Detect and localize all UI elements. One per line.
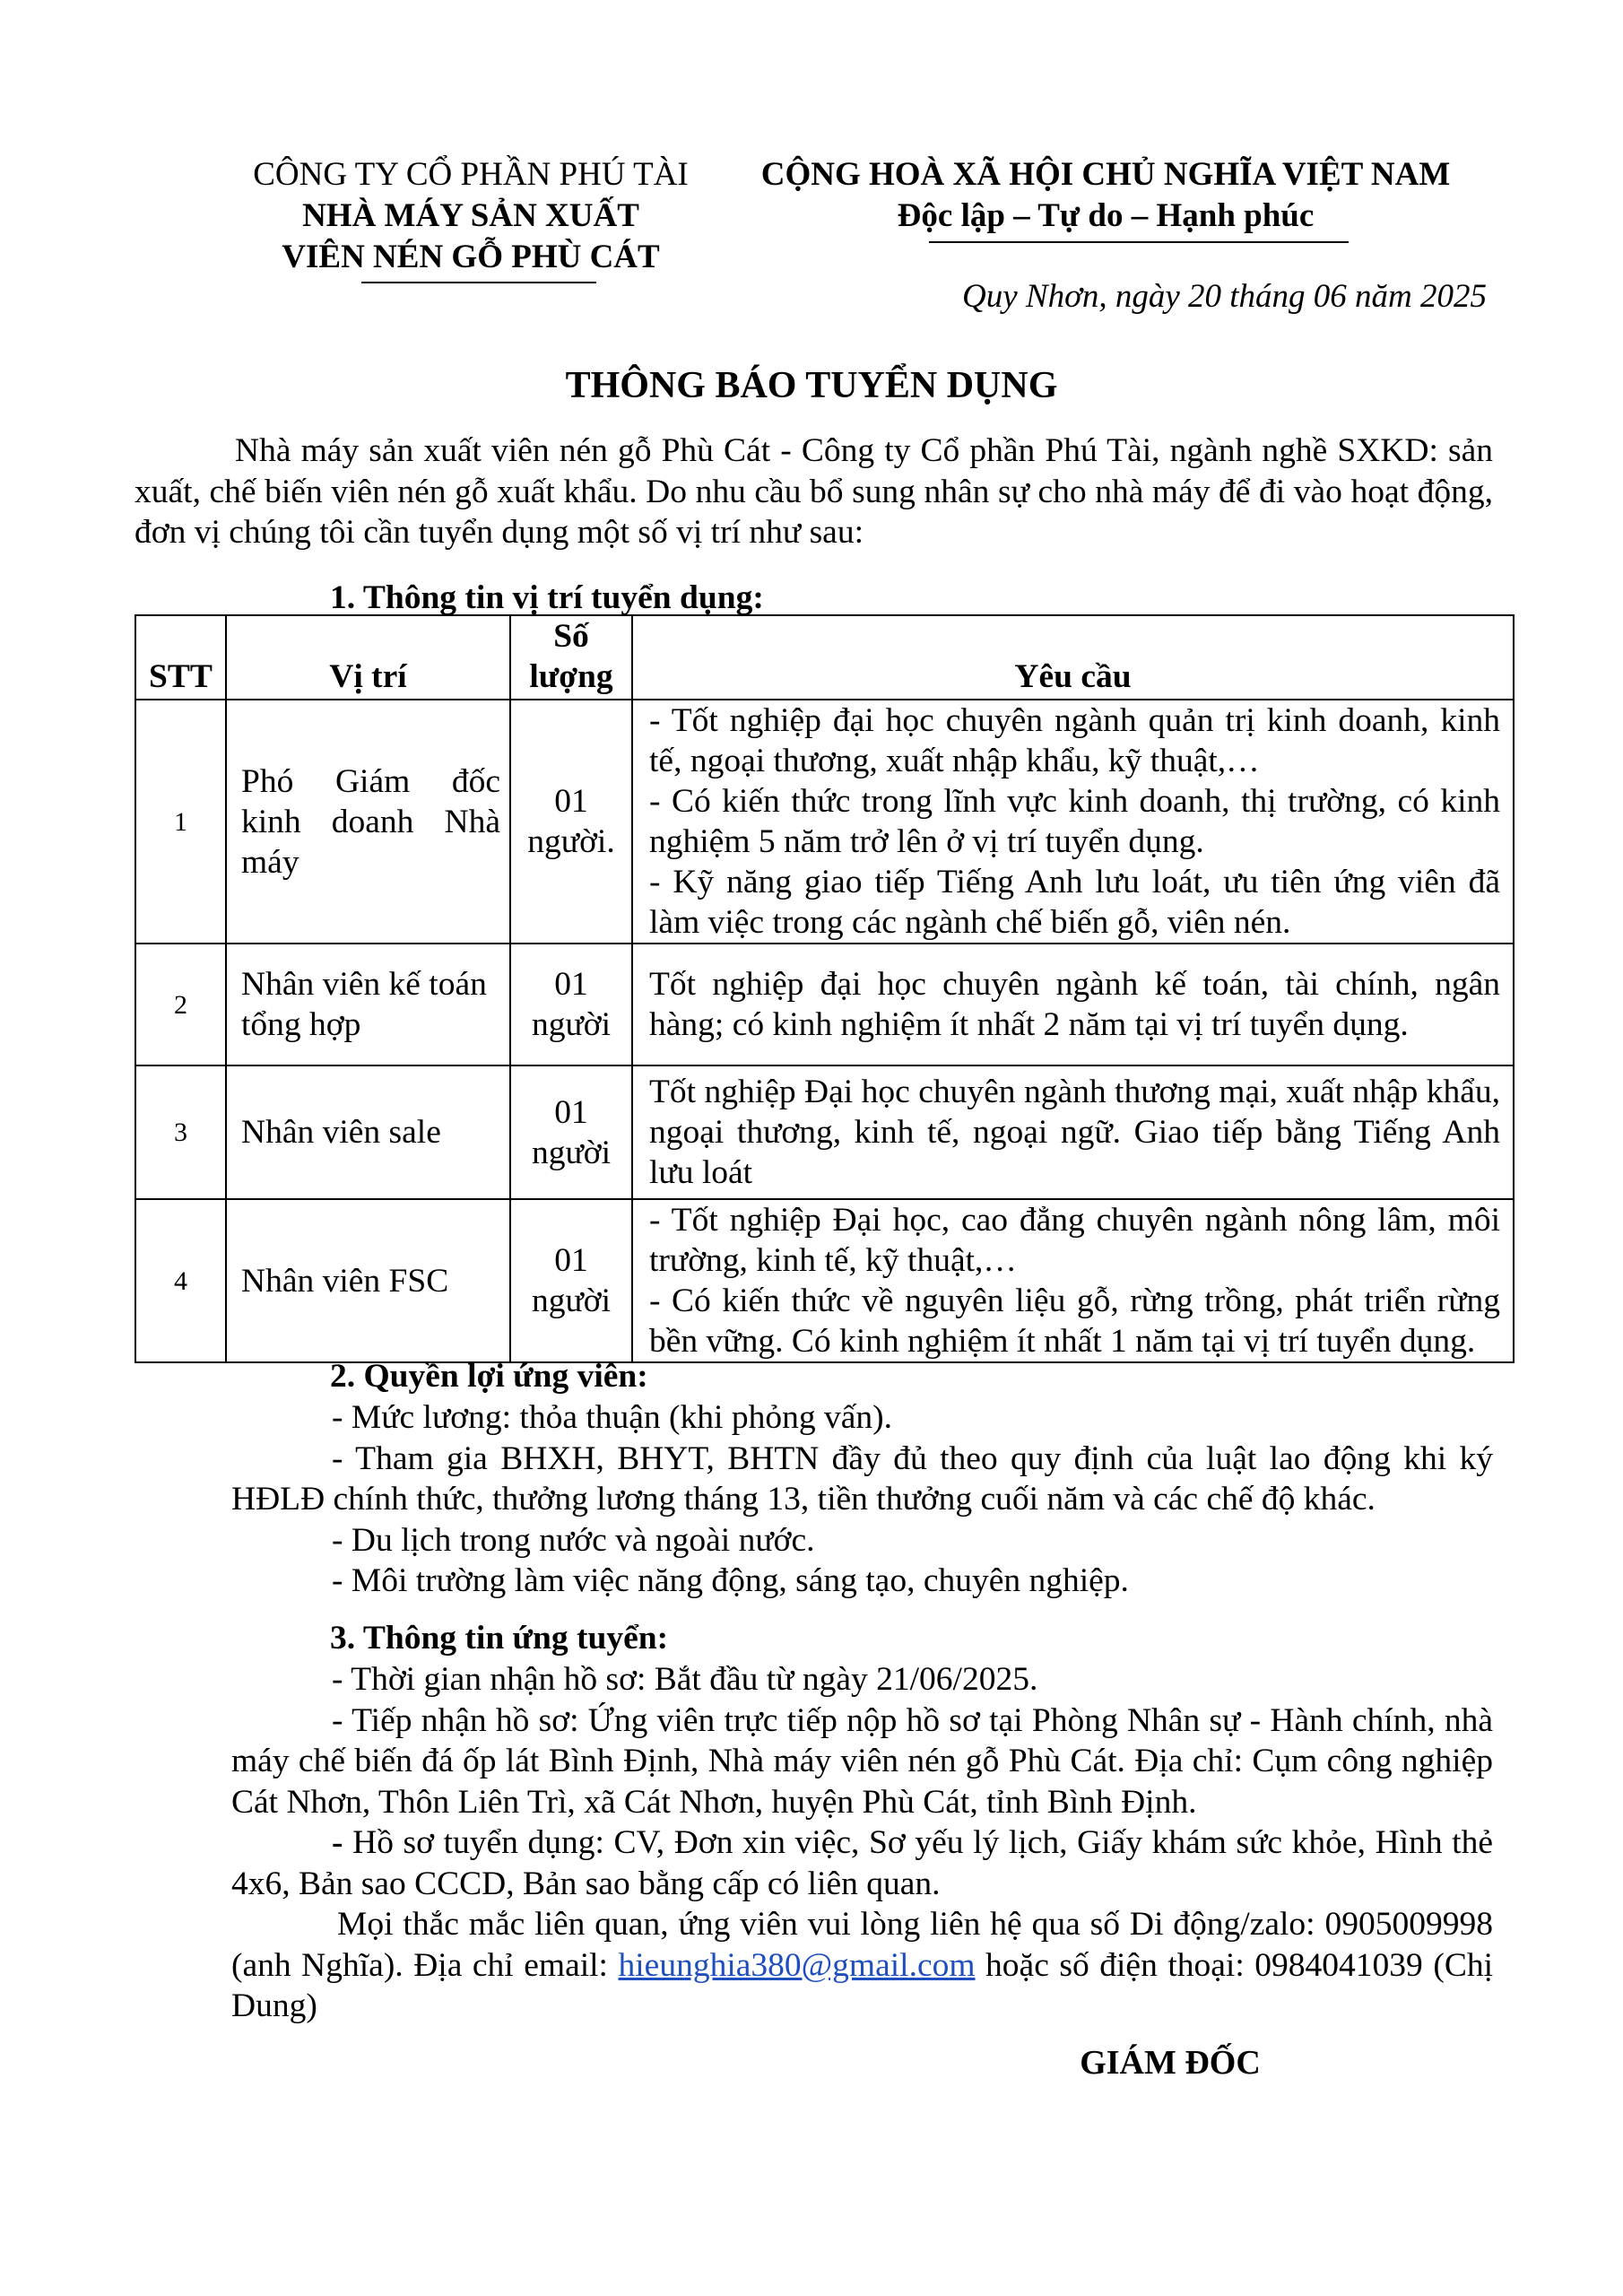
row-requirements (632, 1065, 1514, 1199)
header-position: Vị trí (226, 615, 510, 700)
nation-motto: Độc lập – Tự do – Hạnh phúc (897, 197, 1315, 234)
row-quantity (510, 1065, 632, 1199)
row-quantity-unit: người (531, 1283, 612, 1319)
row-quantity-number: 01 (554, 1242, 588, 1279)
row-stt: 3 (135, 1065, 226, 1199)
benefit-item: - Môi trường làm việc năng động, sáng tạo, chuyên nghiệp. (332, 1562, 1129, 1599)
row-requirements (632, 1199, 1514, 1362)
section2-heading: 2. Quyền lợi ứng viên: (330, 1358, 648, 1395)
intro-paragraph (135, 430, 1493, 553)
row-quantity (510, 944, 632, 1065)
row-quantity (510, 1199, 632, 1362)
motto-underline (929, 241, 1349, 243)
documents-dash: - (332, 1824, 343, 1861)
documents-item (231, 1822, 1493, 1904)
email-link[interactable]: hieunghia380@gmail.com (618, 1946, 976, 1984)
row-stt: 2 (135, 944, 226, 1065)
row-quantity-unit: người (531, 1006, 612, 1043)
header-quantity (510, 615, 632, 700)
requirement-line: - Tốt nghiệp Đại học, cao đẳng chuyên ngành nông lâm, môi trường, kinh tế, kỹ thuật,… (649, 1202, 1500, 1279)
requirement-line: Tốt nghiệp đại học chuyên ngành kế toán, tài chính, ngân hàng; có kinh nghiệm ít nhất 2 năm tại vị trí tuyển dụng. (649, 966, 1500, 1043)
contact-paragraph (231, 1904, 1493, 2027)
row-position: Phó Giám đốc kinh doanh Nhà máy (226, 700, 510, 944)
contact-text: Mọi thắc mắc liên quan, ứng viên vui lòng liên hệ qua số Di động/zalo: 0905009998 (anh Nghĩa). Địa chỉ email: (231, 1906, 1493, 1984)
requirement-line: - Có kiến thức trong lĩnh vực kinh doanh, thị trường, có kinh nghiệm 5 năm trở lên ở vị trí tuyển dụng. (649, 783, 1500, 860)
header-stt: STT (135, 615, 226, 700)
contact-phone-text: hoặc số điện thoại: 0984041039 (Chị Dung) (231, 1946, 1494, 2024)
row-quantity (510, 700, 632, 944)
factory-name-line1: NHÀ MÁY SẢN XUẤT (302, 197, 639, 234)
benefit-item: - Du lịch trong nước và ngoài nước. (332, 1521, 815, 1559)
row-position: Nhân viên sale (226, 1065, 510, 1199)
row-quantity-unit: người (531, 1134, 612, 1171)
signature-title: GIÁM ĐỐC (1080, 2044, 1261, 2082)
section1-heading: 1. Thông tin vị trí tuyển dụng: (330, 579, 764, 616)
row-quantity-number: 01 (554, 783, 588, 820)
application-item: - Thời gian nhận hồ sơ: Bắt đầu từ ngày 21/06/2025. (332, 1661, 1038, 1698)
place-date: Quy Nhơn, ngày 20 tháng 06 năm 2025 (962, 278, 1487, 315)
row-quantity-number: 01 (554, 1093, 588, 1131)
header-quantity-line1: Số (553, 618, 589, 655)
benefit-item: - Tham gia BHXH, BHYT, BHTN đầy đủ theo quy định của luật lao động khi ký HĐLĐ chính thức, thưởng lương tháng 13, tiền thưởng cuối năm và các chế độ khác. (231, 1439, 1493, 1518)
requirement-line: - Tốt nghiệp đại học chuyên ngành quản trị kinh doanh, kinh tế, ngoại thương, xuất nhập khẩu, kỹ thuật,… (649, 702, 1500, 779)
document-title: THÔNG BÁO TUYỂN DỤNG (565, 365, 1058, 406)
table-row (135, 944, 1514, 1065)
intro-text: Nhà máy sản xuất viên nén gỗ Phù Cát - Công ty Cổ phần Phú Tài, ngành nghề SXKD: sản xuất, chế biến viên nén gỗ xuất khẩu. Do nhu cầu bổ sung nhân sự cho nhà máy để đi vào hoạt động, đơn vị chúng tôi cần tuyển dụng một số vị trí như sau: (135, 432, 1493, 551)
header-requirements: Yêu cầu (632, 615, 1514, 700)
benefits-list (231, 1397, 1493, 1602)
section3-heading: 3. Thông tin ứng tuyển: (330, 1620, 669, 1657)
row-position: Nhân viên FSC (226, 1199, 510, 1362)
application-info (231, 1659, 1493, 2027)
row-stt: 4 (135, 1199, 226, 1362)
row-quantity-number: 01 (554, 966, 588, 1003)
company-name: CÔNG TY CỔ PHẦN PHÚ TÀI (253, 156, 689, 193)
documents-text: Hồ sơ tuyển dụng: CV, Đơn xin việc, Sơ yếu lý lịch, Giấy khám sức khỏe, Hình thẻ 4x6, Bản sao CCCD, Bản sao bằng cấp có liên quan. (231, 1824, 1493, 1902)
positions-table (135, 614, 1515, 1363)
table-row (135, 1199, 1514, 1362)
table-row (135, 700, 1514, 944)
table-header-row (135, 615, 1514, 700)
row-requirements (632, 944, 1514, 1065)
row-quantity-unit: người. (527, 823, 615, 860)
table-row (135, 1065, 1514, 1199)
row-position: Nhân viên kế toán tổng hợp (226, 944, 510, 1065)
requirement-line: - Kỹ năng giao tiếp Tiếng Anh lưu loát, ưu tiên ứng viên đã làm việc trong các ngành chế biến gỗ, viên nén. (649, 864, 1500, 941)
factory-name-line2: VIÊN NÉN GỖ PHÙ CÁT (282, 239, 660, 275)
header-quantity-line2: lượng (529, 658, 613, 695)
row-requirements (632, 700, 1514, 944)
nation-heading: CỘNG HOÀ XÃ HỘI CHỦ NGHĨA VIỆT NAM (760, 156, 1451, 193)
benefit-item: - Mức lương: thỏa thuận (khi phỏng vấn). (332, 1399, 892, 1436)
requirement-line: Tốt nghiệp Đại học chuyên ngành thương mại, xuất nhập khẩu, ngoại thương, kinh tế, ngoại ngữ. Giao tiếp bằng Tiếng Anh lưu loát (649, 1074, 1500, 1191)
left-header-underline (361, 282, 596, 283)
application-item: - Tiếp nhận hồ sơ: Ứng viên trực tiếp nộp hồ sơ tại Phòng Nhân sự - Hành chính, nhà máy chế biến đá ốp lát Bình Định, Nhà máy viên nén gỗ Phù Cát. Địa chỉ: Cụm công nghiệp Cát Nhơn, Thôn Liên Trì, xã Cát Nhơn, huyện Phù Cát, tỉnh Bình Định. (231, 1701, 1493, 1821)
row-stt: 1 (135, 700, 226, 944)
requirement-line: - Có kiến thức về nguyên liệu gỗ, rừng trồng, phát triển rừng bền vững. Có kinh nghiệm ít nhất 1 năm tại vị trí tuyển dụng. (649, 1283, 1500, 1360)
